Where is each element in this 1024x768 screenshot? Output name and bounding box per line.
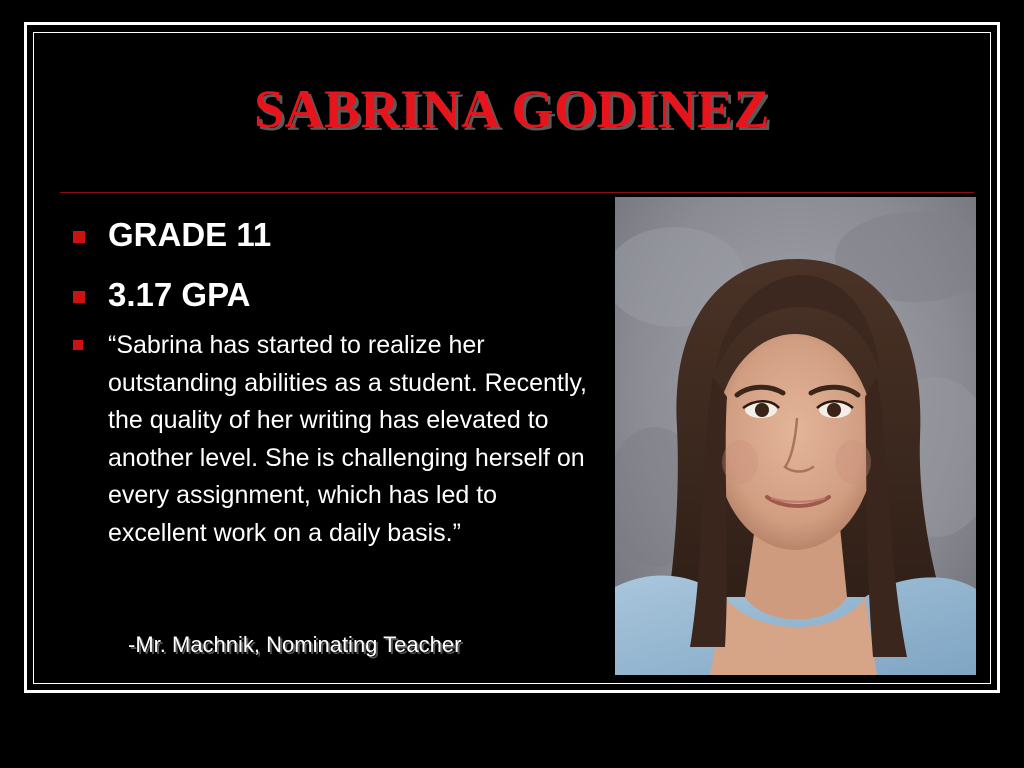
bullet-item-quote (70, 327, 600, 552)
quote-attribution: -Mr. Machnik, Nominating Teacher (128, 632, 462, 657)
square-bullet-icon (73, 291, 85, 303)
bullet-text: GRADE 11 (108, 216, 272, 253)
square-bullet-icon (73, 231, 85, 243)
bullet-text: “Sabrina has started to realize her outstanding abilities as a student. Recently, the quality of her writing has elevated to another level. She is challenging herself on every assignment, which has led to excellent work on a daily basis.” (108, 331, 587, 547)
bullet-item-grade (70, 215, 600, 255)
bullet-item-gpa (70, 275, 600, 315)
bullet-text: 3.17 GPA (108, 276, 251, 313)
square-bullet-icon (73, 340, 83, 350)
portrait-photo (615, 197, 976, 675)
slide-title: SABRINA GODINEZ (253, 79, 771, 139)
title-divider (60, 192, 974, 193)
bullet-list (70, 215, 600, 552)
